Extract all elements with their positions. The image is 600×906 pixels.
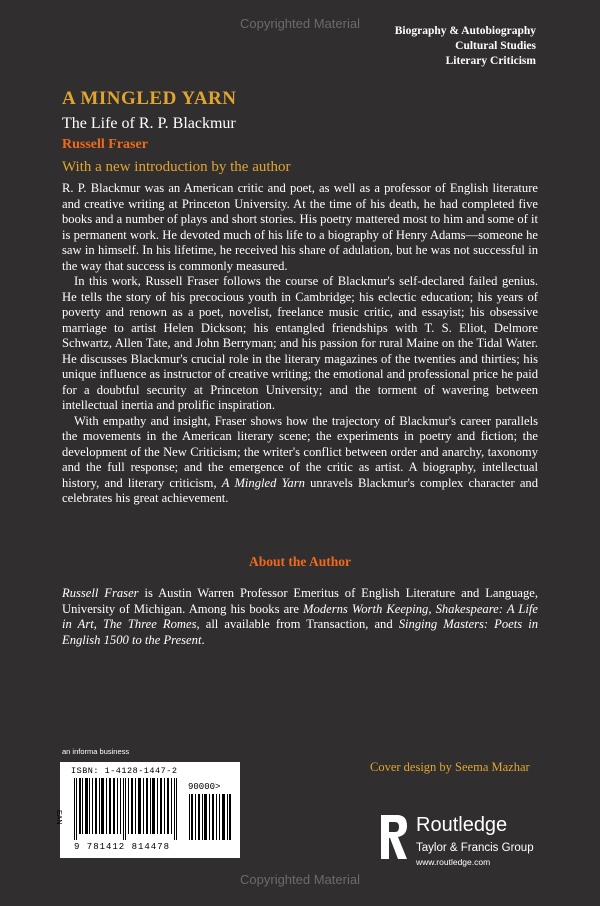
ean-label: EAN	[55, 810, 62, 825]
cover-design-credit: Cover design by Seema Mazhar	[370, 760, 530, 774]
category-item: Literary Criticism	[445, 55, 536, 67]
intro-note: With a new introduction by the author	[62, 159, 291, 175]
price-code: 90000>	[188, 782, 221, 792]
publisher-group: Taylor & Francis Group	[416, 842, 534, 854]
category-item: Biography & Autobiography	[394, 25, 536, 37]
barcode	[55, 762, 240, 858]
about-author	[62, 586, 538, 648]
about-text: .	[201, 632, 205, 647]
routledge-logo-icon	[375, 813, 411, 861]
about-text: is Austin Warren Professor Emeritus of English Literature and Language, University of Michigan. Among his books are	[62, 586, 538, 616]
description-paragraph: R. P. Blackmur was an American critic and poet, as well as a professor of English literature and creative writing at Princeton University. At the time of his death, he had completed five books and a number of plays and short stories. His poetry mattered most to him and some of it is permanent work. He devoted much of his life to a biography of Henry Adams—someone he saw in himself. In his lifetime, he received his share of adulation, but he was not successful in the way that success is commonly measured.	[62, 181, 538, 273]
description-text: unravels Blackmur's complex character and celebrates his great achievement.	[62, 475, 539, 505]
isbn-label: ISBN: 1-4128-1447-2	[71, 766, 178, 776]
category-item: Cultural Studies	[455, 40, 536, 52]
barcode-bars	[72, 778, 180, 840]
category-list	[395, 24, 536, 69]
description	[62, 181, 538, 507]
book-subtitle: The Life of R. P. Blackmur	[62, 115, 236, 132]
isbn-number: 9 781412 814478	[74, 842, 171, 852]
publisher-name: Routledge	[416, 814, 508, 836]
about-books: Moderns Worth Keeping, Shakespeare: A Life in Art, The Three Romes	[62, 601, 538, 631]
description-paragraph: In this work, Russell Fraser follows the course of Blackmur's self-declared failed genius. He tells the story of his precocious youth in Cambridge; his eclectic education; his years of poverty and renown as a poet, novelist, freelance music critic, and essayist; his obsessive marriage to artist Helen Dickson; his entangled friendships with T. S. Eliot, Delmore Schwartz, Allen Tate, and John Berryman; and his passion for rural Maine on the Tidal Water. He discusses Blackmur's crucial role in the literary magazines of the twenties and thirties; his unique influence as instructor of creative writing; the emotional and professional price he paid for a doubtful security at Princeton University; and the torment of wavering between intellectual inertia and prolific inspiration.	[62, 274, 538, 412]
about-books: Singing Masters: Poets in English 1500 to the Present	[62, 617, 538, 647]
barcode-addon-bars	[188, 794, 232, 840]
description-text: With empathy and insight, Fraser shows how the trajectory of Blackmur's career parallels the movements in the American literary scene; the experiments in poetry and fiction; the development of the New Criticism; the writer's conflict between order and anarchy, taxonomy and the full response; and the emergence of the critic as artist. A biography, intellectual history, and literary criticism,	[62, 413, 538, 490]
watermark-bottom: Copyrighted Material	[240, 872, 360, 887]
book-title: A MINGLED YARN	[62, 88, 237, 109]
watermark-top: Copyrighted Material	[240, 16, 360, 31]
publisher-url: www.routledge.com	[416, 857, 491, 867]
about-author-name: Russell Fraser	[62, 586, 139, 600]
book-author: Russell Fraser	[62, 137, 148, 152]
informa-tagline: an informa business	[62, 747, 130, 756]
about-paragraph	[62, 586, 538, 648]
about-heading: About the Author	[248, 554, 351, 569]
book-title-reference: A Mingled Yarn	[221, 475, 305, 490]
about-text: , all available from Transaction, and	[196, 617, 399, 631]
description-paragraph	[62, 414, 538, 507]
